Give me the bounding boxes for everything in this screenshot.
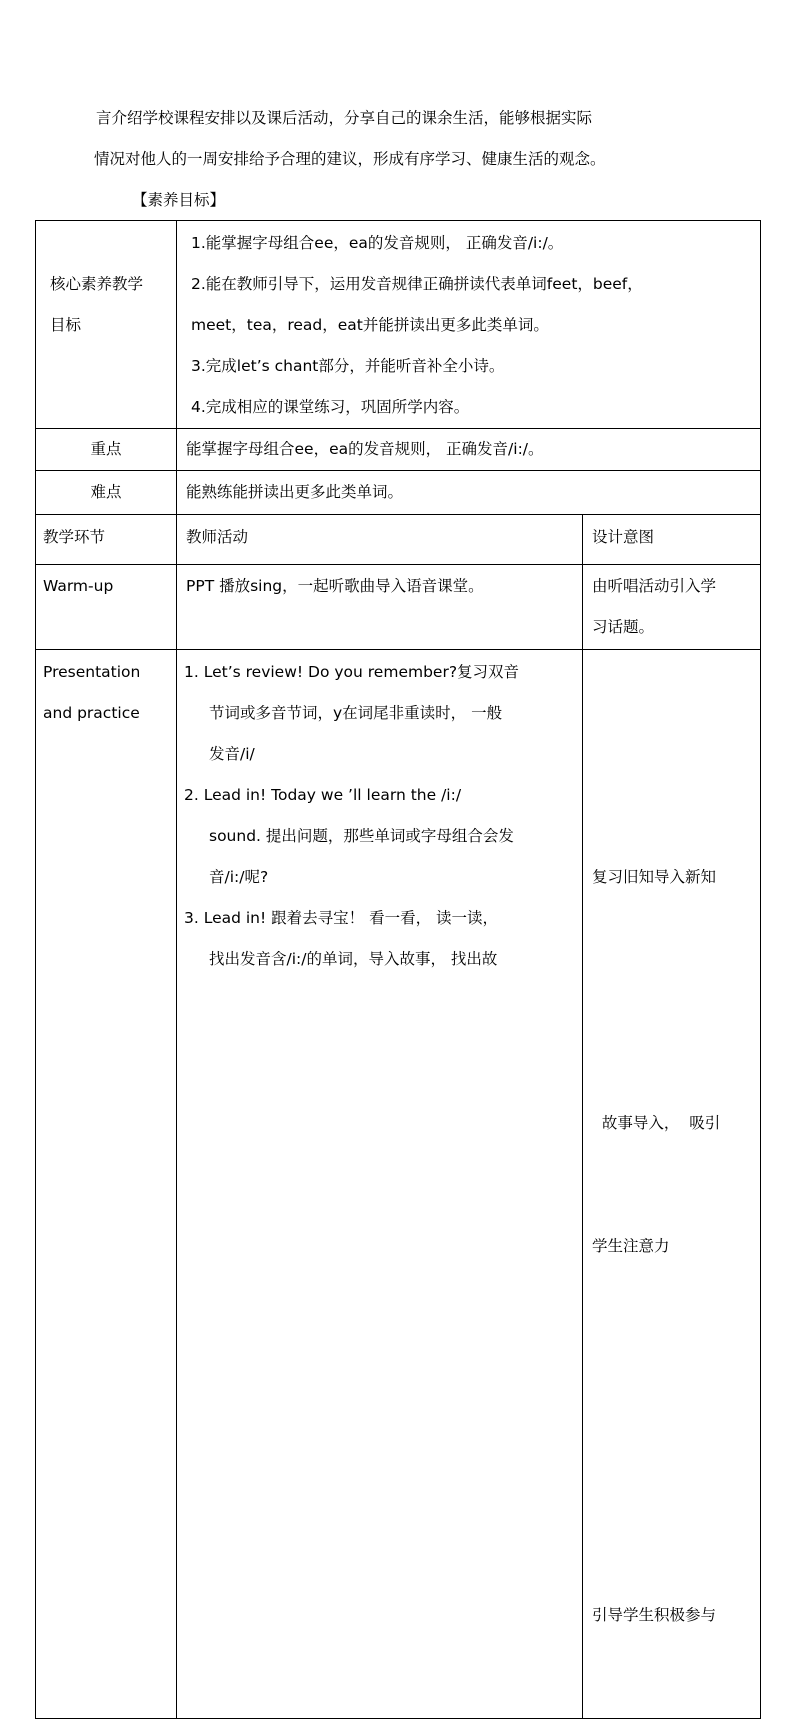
difficulty-value-cell [177,471,761,515]
goals-items-cell [177,221,761,429]
activity-line: 音/i:/呢? [209,868,269,886]
key-point-value-cell [177,429,761,471]
presentation-activity-cell [177,650,583,1719]
presentation-stage-line-1: Presentation [43,663,141,681]
activity-line: 发音/i/ [209,745,255,763]
lesson-plan-table [35,220,761,1719]
header-stage: 教学环节 [43,528,106,546]
goal-item: 3.完成let’s chant部分，并能听音补全小诗。 [191,357,505,375]
header-row [36,515,761,565]
goal-item: 4.完成相应的课堂练习，巩固所学内容。 [191,398,470,416]
intro-line-1: 言介绍学校课程安排以及课后活动，分享自己的课余生活，能够根据实际 [96,109,593,127]
warmup-intent-line-1: 由听唱活动引入学 [592,577,717,595]
intent-line: 故事导入， 吸引 [592,1114,721,1132]
presentation-stage-cell [36,650,177,1719]
warmup-row [36,565,761,650]
key-point-label-cell [36,429,177,471]
warmup-intent-line-2: 习话题。 [592,618,655,636]
difficulty-label: 难点 [90,483,122,501]
key-point-value: 能掌握字母组合ee，ea的发音规则， 正确发音/i:/。 [186,440,544,458]
intro-line-2: 情况对他人的一周安排给予合理的建议，形成有序学习、健康生活的观念。 [94,150,606,168]
goals-row [36,221,761,429]
activity-line: 找出发音含/i:/的单词，导入故事， 找出故 [209,950,498,968]
intent-line: 学生注意力 [592,1237,670,1255]
goals-label-cell [36,221,177,429]
activity-line: sound. 提出问题，那些单词或字母组合会发 [209,827,514,845]
activity-line: 2. Lead in! Today we ’ll learn the /i:/ [184,786,462,804]
intent-line [592,980,760,1021]
difficulty-label-cell [36,471,177,515]
header-intent-cell [583,515,761,565]
intent-line: 复习旧知导入新知 [592,868,717,886]
warmup-activity-cell [177,565,583,650]
difficulty-value: 能熟练能拼读出更多此类单词。 [186,483,404,501]
intent-line: 引导学生积极参与 [592,1606,717,1624]
key-point-label: 重点 [90,440,122,458]
warmup-stage-cell [36,565,177,650]
warmup-activity: PPT 播放sing，一起听歌曲导入语音课堂。 [186,577,484,595]
header-activity-cell [177,515,583,565]
header-stage-cell [36,515,177,565]
goals-label-line-1: 核心素养教学 [50,275,144,293]
goal-item: 2.能在教师引导下，运用发音规律正确拼读代表单词feet，beef， [191,275,643,293]
warmup-intent-cell [583,565,761,650]
header-activity: 教师活动 [186,528,249,546]
warmup-stage: Warm-up [43,577,114,595]
activity-line: 节词或多音节词，y在词尾非重读时， 一般 [209,704,503,722]
presentation-row [36,650,761,1719]
key-point-row [36,429,761,471]
difficulty-row [36,471,761,515]
activity-line: 3. Lead in! 跟着去寻宝！ 看一看， 读一读， [184,909,499,927]
goal-item: meet，tea，read，eat并能拼读出更多此类单词。 [191,316,549,334]
intent-line [592,1472,760,1513]
section-title: 【素养目标】 [132,191,226,209]
header-intent: 设计意图 [592,528,655,546]
goal-item: 1.能掌握字母组合ee，ea的发音规则， 正确发音/i:/。 [191,234,564,252]
presentation-stage-line-2: and practice [43,704,140,722]
intent-line [592,734,760,775]
activity-line: 1. Let’s review! Do you remember?复习双音 [184,663,520,681]
intent-line [592,1349,760,1390]
presentation-intent-cell [583,650,761,1719]
goals-label-line-2: 目标 [50,316,82,334]
